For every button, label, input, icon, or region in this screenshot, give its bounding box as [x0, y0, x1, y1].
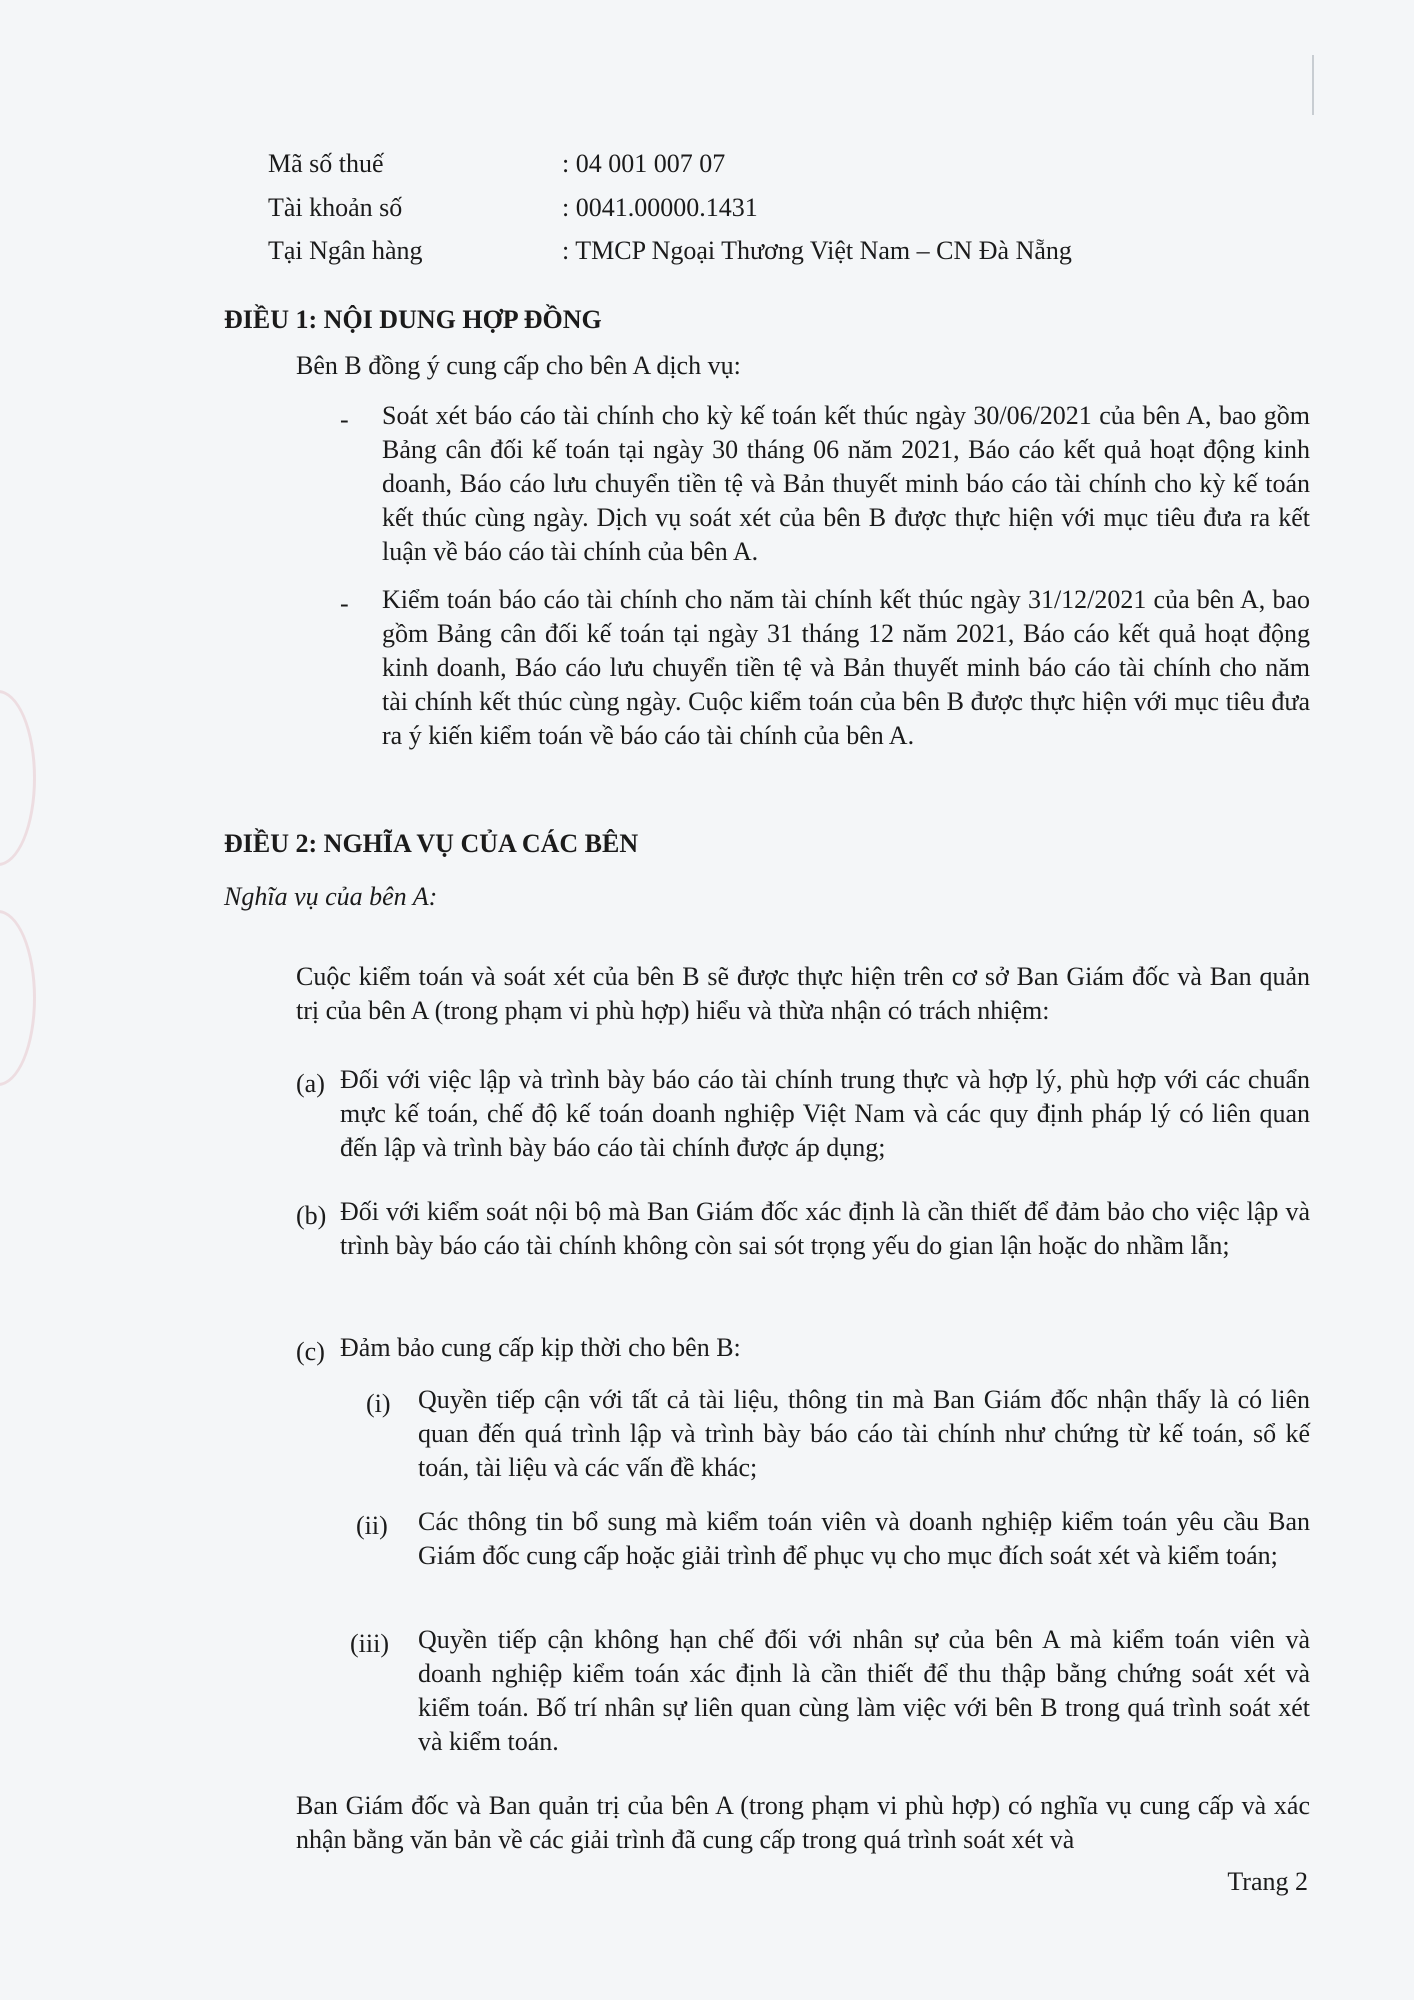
bank-value: : TMCP Ngoại Thương Việt Nam – CN Đà Nẵng — [562, 236, 1072, 265]
item-c-text: Đảm bảo cung cấp kịp thời cho bên B: — [340, 1333, 741, 1362]
item-c-label: (c) — [296, 1337, 325, 1366]
subitem-i-label: (i) — [366, 1389, 391, 1418]
article2-heading: ĐIỀU 2: NGHĨA VỤ CỦA CÁC BÊN — [224, 829, 639, 858]
subitem-iii-label: (iii) — [350, 1629, 389, 1658]
bullet-dash: - — [340, 589, 349, 618]
subitem-ii-text: Các thông tin bổ sung mà kiểm toán viên và doanh nghiệp kiểm toán yêu cầu Ban Giám đốc cung cấp hoặc giải trình để phục vụ cho mục đích soát xét và kiểm toán; — [418, 1507, 1310, 1570]
tax-code-label: Mã số thuế — [268, 149, 384, 178]
article1-heading: ĐIỀU 1: NỘI DUNG HỢP ĐỒNG — [224, 305, 602, 334]
seal-edge-mark — [0, 690, 36, 866]
item-a-label: (a) — [296, 1069, 325, 1098]
article2-subheading: Nghĩa vụ của bên A: — [224, 882, 438, 911]
article1-bullet-audit: Kiểm toán báo cáo tài chính cho năm tài chính kết thúc ngày 31/12/2021 của bên A, bao gồm Bảng cân đối kế toán tại ngày 31 tháng 12 năm 2021, Báo cáo kết quả hoạt động kinh doanh, Báo cáo lưu chuyển tiền tệ và Bản thuyết minh báo cáo tài chính cho năm tài chính kết thúc cùng ngày. Cuộc kiểm toán của bên B được thực hiện với mục tiêu đưa ra ý kiến kiểm toán về báo cáo tài chính của bên A. — [382, 585, 1310, 750]
bank-label: Tại Ngân hàng — [268, 236, 423, 265]
subitem-iii-text: Quyền tiếp cận không hạn chế đối với nhân sự của bên A mà kiểm toán viên và doanh nghiệp kiểm toán xác định là cần thiết để thu thập bằng chứng soát xét và kiểm toán. Bố trí nhân sự liên quan cùng làm việc với bên B trong quá trình soát xét và kiểm toán. — [418, 1625, 1310, 1756]
subitem-ii-label: (ii) — [356, 1511, 388, 1540]
seal-edge-mark — [0, 910, 36, 1086]
item-a-text: Đối với việc lập và trình bày báo cáo tài chính trung thực và hợp lý, phù hợp với các chuẩn mực kế toán, chế độ kế toán doanh nghiệp Việt Nam và các quy định pháp lý có liên quan đến lập và trình bày báo cáo tài chính được áp dụng; — [340, 1065, 1310, 1162]
bullet-dash: - — [340, 405, 349, 434]
article1-bullet-review: Soát xét báo cáo tài chính cho kỳ kế toán kết thúc ngày 30/06/2021 của bên A, bao gồm Bảng cân đối kế toán tại ngày 30 tháng 06 năm 2021, Báo cáo kết quả hoạt động kinh doanh, Báo cáo lưu chuyển tiền tệ và Bản thuyết minh báo cáo tài chính cho kỳ kế toán kết thúc cùng ngày. Dịch vụ soát xét của bên B được thực hiện với mục tiêu đưa ra kết luận về báo cáo tài chính của bên A. — [382, 401, 1310, 566]
scan-artifact — [1312, 55, 1314, 115]
article1-intro: Bên B đồng ý cung cấp cho bên A dịch vụ: — [296, 351, 741, 380]
article2-closing: Ban Giám đốc và Ban quản trị của bên A (trong phạm vi phù hợp) có nghĩa vụ cung cấp và xác nhận bằng văn bản về các giải trình đã cung cấp trong quá trình soát xét và — [296, 1791, 1310, 1854]
article2-intro: Cuộc kiểm toán và soát xét của bên B sẽ được thực hiện trên cơ sở Ban Giám đốc và Ban quản trị của bên A (trong phạm vi phù hợp) hiểu và thừa nhận có trách nhiệm: — [296, 962, 1310, 1025]
account-label: Tài khoản số — [268, 193, 403, 222]
account-value: : 0041.00000.1431 — [562, 193, 758, 222]
page-number: Trang 2 — [1227, 1867, 1308, 1896]
subitem-i-text: Quyền tiếp cận với tất cả tài liệu, thông tin mà Ban Giám đốc nhận thấy là có liên quan đến quá trình lập và trình bày báo cáo tài chính như chứng từ kế toán, sổ kế toán, tài liệu và các vấn đề khác; — [418, 1385, 1310, 1482]
tax-code-value: : 04 001 007 07 — [562, 149, 726, 178]
item-b-text: Đối với kiểm soát nội bộ mà Ban Giám đốc xác định là cần thiết để đảm bảo cho việc lập và trình bày báo cáo tài chính không còn sai sót trọng yếu do gian lận hoặc do nhầm lẫn; — [340, 1197, 1310, 1260]
item-b-label: (b) — [296, 1201, 327, 1230]
